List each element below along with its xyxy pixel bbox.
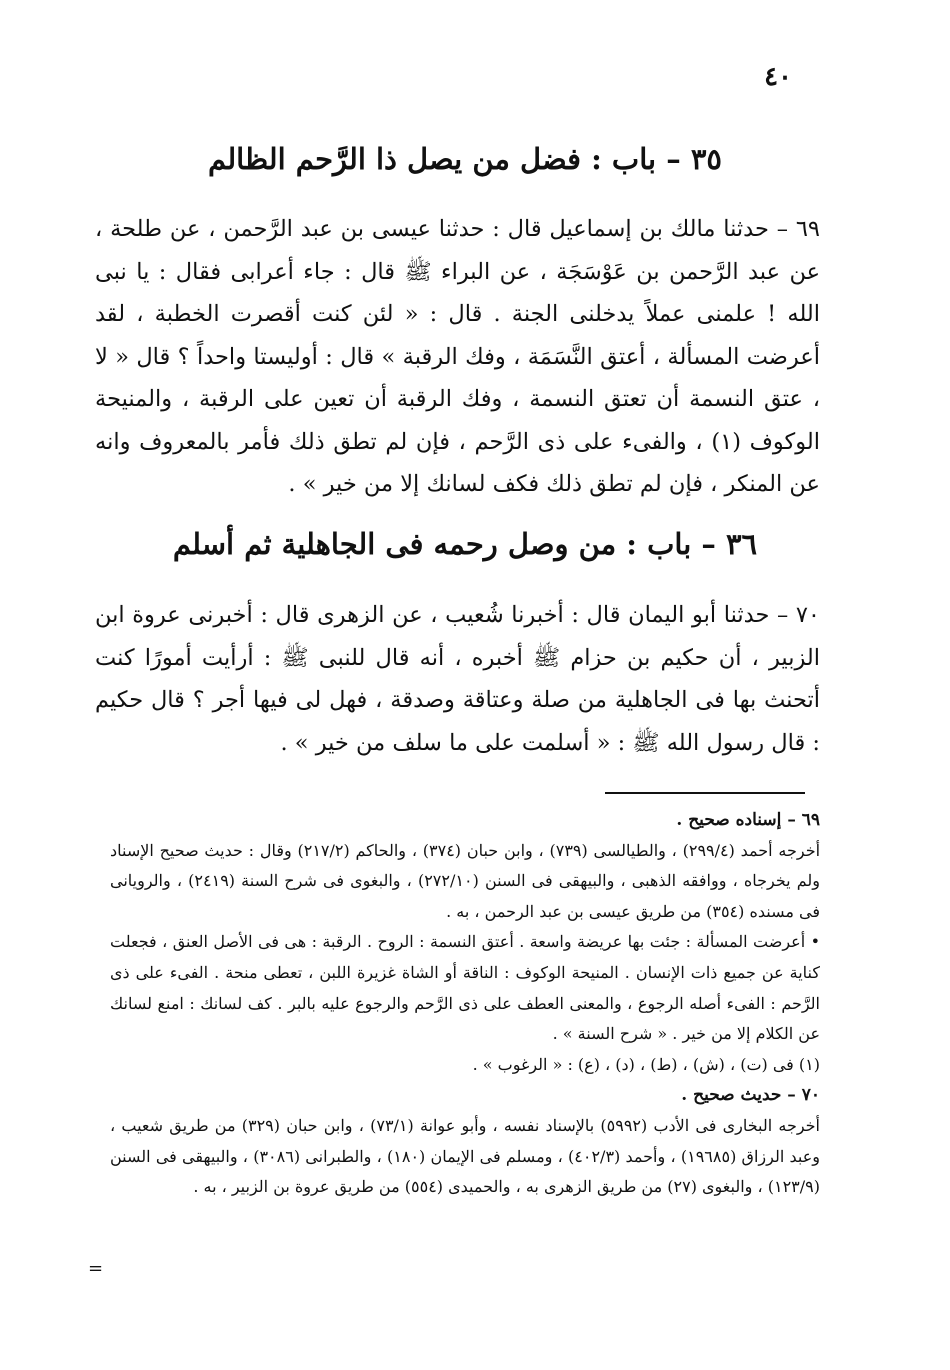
chapter-heading-35: ٣٥ – باب : فضل من يصل ذا الرَّحم الظالم xyxy=(208,142,722,176)
footnote-1: (١) فى (ت) ، (ش) ، (ط) ، (د) ، (ع) : « الرغوب » . xyxy=(472,1054,820,1074)
note-69-gharib: • أعرضت المسألة : جئت بها عريضة واسعة . أعتق النسمة : الروح . الرقبة : هى فى الأصل العنق ، فجعلت كناية عن جميع ذات الإنسان . المنيحة الوكوف : الناقة أو الشاة غزيرة اللبن ، تعطى منحة . الفىء على ذى الرَّحم : الفىء أصله الرجوع ، والمعنى العطف على ذى الرَّحم والرجوع عليه بالبر . كف لسانك : امنع لسانك عن الكلام إلا من خير . « شرح السنة » . xyxy=(110,932,821,1044)
continuation-mark: = xyxy=(88,1258,104,1279)
note-70-heading: ٧٠ – حديث صحيح . xyxy=(681,1085,820,1106)
note-69-heading: ٦٩ – إسناده صحيح . xyxy=(676,810,820,830)
footnotes xyxy=(110,805,820,1203)
page-number: ٤٠ xyxy=(764,62,792,92)
chapter-heading-36: ٣٦ – باب : من وصل رحمه فى الجاهلية ثم أسلم xyxy=(172,527,758,561)
hadith-70-text: ٧٠ – حدثنا أبو اليمان قال : أخبرنا شُعيب ، عن الزهرى قال : أخبرنى عروة ابن الزبير ، أن حكيم بن حزام ﷺ أخبره ، أنه قال للنبى ﷺ : أرأيت أمورًا كنت أتحنث بها فى الجاهلية من صلة وعتاقة وصدقة ، فهل لى فيها أجر ؟ قال حكيم : قال رسول الله ﷺ : « أسلمت على ما سلف من خير » . xyxy=(95,602,820,756)
note-70-takhrij: أخرجه البخارى فى الأدب (٥٩٩٢) بالإسناد نفسه ، وأبو عوانة (٧٣/١) ، وابن حبان (٣٢٩) من طريق شعيب ، وعبد الرزاق (١٩٦٨٥) ، وأحمد (٤٠٢/٣) ، ومسلم فى الإيمان (١٨٠) ، والطبرانى (٣٠٨٦) ، والبيهقى فى السنن (١٢٣/٩) ، والبغوى (٢٧) من طريق الزهرى به ، والحميدى (٥٥٤) من طريق عروة بن الزبير ، به . xyxy=(110,1115,821,1197)
hadith-69-text: ٦٩ – حدثنا مالك بن إسماعيل قال : حدثنا عيسى بن عبد الرَّحمن ، عن طلحة ، عن عبد الرَّحمن بن عَوْسَجَة ، عن البراء ﷺ قال : جاء أعرابى فقال : يا نبى الله ! علمنى عملاً يدخلنى الجنة . قال : « لئن كنت أقصرت الخطبة ، لقد أعرضت المسألة ، أعتق النَّسَمَة ، وفك الرقبة » قال : أوليستا واحداً ؟ قال « لا ، عتق النسمة أن تعتق النسمة ، وفك الرقبة أن تعين على الرقبة ، والمنيحة الوكوف (١) ، والفىء على ذى الرَّحم ، فإن لم تطق ذلك فأمر بالمعروف وانه عن المنكر ، فإن لم تطق ذلك فكف لسانك إلا من خير » . xyxy=(95,216,821,497)
footnote-divider xyxy=(605,792,805,794)
note-69-takhrij: أخرجه أحمد (٢٩٩/٤) ، والطيالسى (٧٣٩) ، وابن حبان (٣٧٤) ، والحاكم (٢١٧/٢) وقال : حديث صحيح الإسناد ولم يخرجاه ، ووافقه الذهبى ، والبيهقى فى السنن (٢٧٢/١٠) ، والبغوى فى شرح السنة (٢٤١٩) ، والرويانى فى مسنده (٣٥٤) من طريق عيسى بن عبد الرحمن ، به . xyxy=(110,840,821,921)
